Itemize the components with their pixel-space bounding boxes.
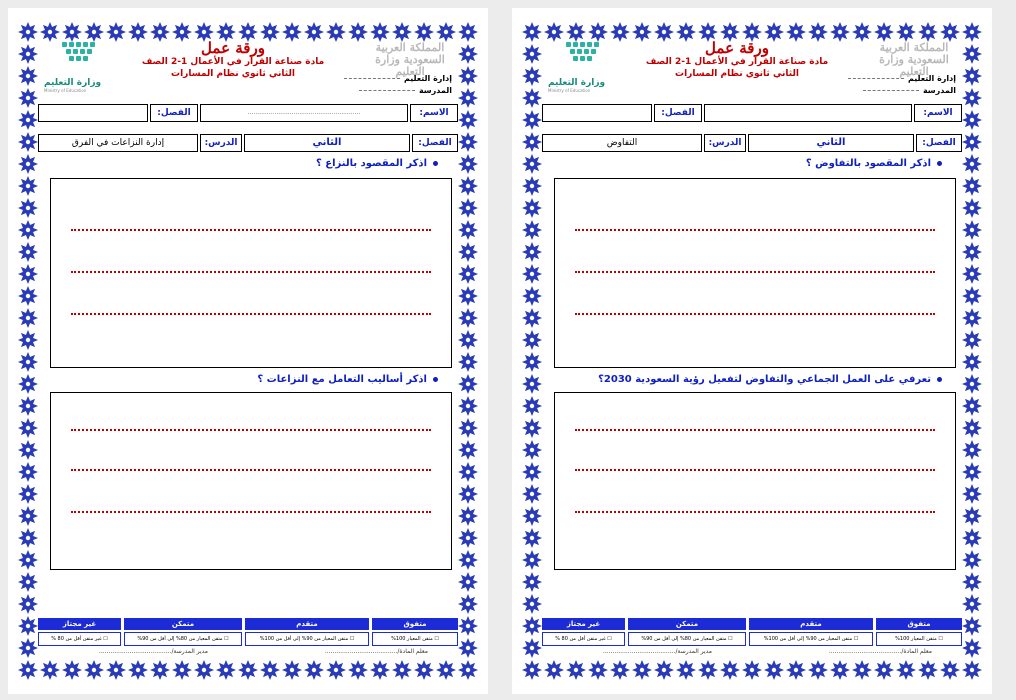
eval-cell-failed[interactable]: ☐ غير متقن أقل من 80 %: [38, 632, 121, 646]
eval-head-excellent: متفوق: [876, 618, 962, 630]
lesson-value: التفاوض: [542, 134, 702, 152]
bullet-icon: [433, 377, 438, 382]
lesson-value: إدارة النزاعات في الفرق: [38, 134, 198, 152]
ministry-name-ar: وزارة التعليم: [548, 78, 606, 88]
grade-line: الثاني ثانوي نظام المسارات: [675, 69, 799, 79]
worksheet-title-block: [133, 40, 333, 80]
ksa-header: [358, 38, 458, 98]
worksheet-page-right: [512, 8, 992, 694]
eval-head-proficient: متمكن: [124, 618, 242, 630]
lesson-label: الدرس:: [200, 134, 242, 152]
worksheet-title-block: [637, 40, 837, 80]
subject-line: مادة صناعة القرار في الأعمال 1-2 الصف: [645, 57, 829, 67]
grade-value: الثاني: [748, 134, 914, 152]
eval-cell-advanced[interactable]: ☐ متقن المعيار من 90% إلى أقل من 100%: [245, 632, 369, 646]
ministry-logo: [542, 38, 622, 98]
ksa-header: [862, 38, 962, 98]
grade-value: الثاني: [244, 134, 410, 152]
grade-label: الفصل:: [412, 134, 458, 152]
question-1: اذكر المقصود بالتفاوض ؟: [806, 158, 942, 169]
grade-line: الثاني ثانوي نظام المسارات: [171, 69, 295, 79]
question-2: اذكر أساليب التعامل مع النزاعات ؟: [257, 374, 438, 385]
worksheet-content: [38, 38, 458, 666]
education-admin-label: إدارة التعليم: [344, 74, 452, 83]
principal-signature: مدير المدرسة/......................................: [602, 648, 712, 655]
answer-box-2[interactable]: [554, 392, 956, 570]
evaluation-table: [542, 618, 962, 662]
class-label: الفصل:: [150, 104, 198, 122]
worksheet-page-left: [8, 8, 488, 694]
answer-box-2[interactable]: [50, 392, 452, 570]
name-label: الاسم:: [410, 104, 458, 122]
ministry-logo: [38, 38, 118, 98]
ksa-calligraphy: المملكة العربية السعودية وزارة التعليم: [879, 41, 949, 78]
lesson-row: [542, 134, 962, 152]
eval-head-excellent: متفوق: [372, 618, 458, 630]
eval-cell-proficient[interactable]: ☐ متقن المعيار من 80% إلى أقل من 90%: [628, 632, 746, 646]
class-field[interactable]: [542, 104, 652, 122]
name-field[interactable]: [704, 104, 912, 122]
name-field[interactable]: ...........................................................: [200, 104, 408, 122]
eval-head-advanced: متقدم: [749, 618, 873, 630]
grade-label: الفصل:: [916, 134, 962, 152]
ministry-name-en: Ministry of Education: [44, 88, 87, 93]
principal-signature: مدير المدرسة/......................................: [98, 648, 208, 655]
eval-head-advanced: متقدم: [245, 618, 369, 630]
ministry-name-ar: وزارة التعليم: [44, 78, 102, 88]
bullet-icon: [433, 161, 438, 166]
eval-head-failed: غير مجتاز: [542, 618, 625, 630]
answer-box-1[interactable]: [554, 178, 956, 368]
bullet-icon: [937, 161, 942, 166]
eval-cell-proficient[interactable]: ☐ متقن المعيار من 80% إلى أقل من 90%: [124, 632, 242, 646]
lesson-label: الدرس:: [704, 134, 746, 152]
bullet-icon: [937, 377, 942, 382]
teacher-signature: معلم المادة/......................................: [828, 648, 932, 655]
eval-head-proficient: متمكن: [628, 618, 746, 630]
eval-cell-failed[interactable]: ☐ غير متقن أقل من 80 %: [542, 632, 625, 646]
ministry-logo-icon: [38, 38, 118, 74]
lesson-row: [38, 134, 458, 152]
education-admin-label: إدارة التعليم: [848, 74, 956, 83]
worksheet-title: ورقة عمل: [201, 39, 265, 57]
worksheet-title: ورقة عمل: [705, 39, 769, 57]
evaluation-table: [38, 618, 458, 662]
class-field[interactable]: [38, 104, 148, 122]
eval-cell-excellent[interactable]: ☐ متقن المعيار 100%: [372, 632, 458, 646]
ministry-name-en: Ministry of Education: [548, 88, 591, 93]
answer-box-1[interactable]: [50, 178, 452, 368]
student-name-row: [542, 104, 962, 122]
ministry-logo-icon: [542, 38, 622, 74]
eval-cell-excellent[interactable]: ☐ متقن المعيار 100%: [876, 632, 962, 646]
ksa-calligraphy: المملكة العربية السعودية وزارة التعليم: [375, 41, 445, 78]
name-label: الاسم:: [914, 104, 962, 122]
subject-line: مادة صناعة القرار في الأعمال 1-2 الصف: [141, 57, 325, 67]
teacher-signature: معلم المادة/......................................: [324, 648, 428, 655]
eval-cell-advanced[interactable]: ☐ متقن المعيار من 90% إلى أقل من 100%: [749, 632, 873, 646]
class-label: الفصل:: [654, 104, 702, 122]
school-label: المدرسة: [863, 86, 956, 95]
school-label: المدرسة: [359, 86, 452, 95]
eval-head-failed: غير مجتاز: [38, 618, 121, 630]
student-name-row: [38, 104, 458, 122]
question-2: تعرفي على العمل الجماعي والتفاوض لتفعيل رؤية السعودية 2030؟: [598, 374, 942, 385]
question-1: اذكر المقصود بالنزاع ؟: [316, 158, 438, 169]
worksheet-content: [542, 38, 962, 666]
